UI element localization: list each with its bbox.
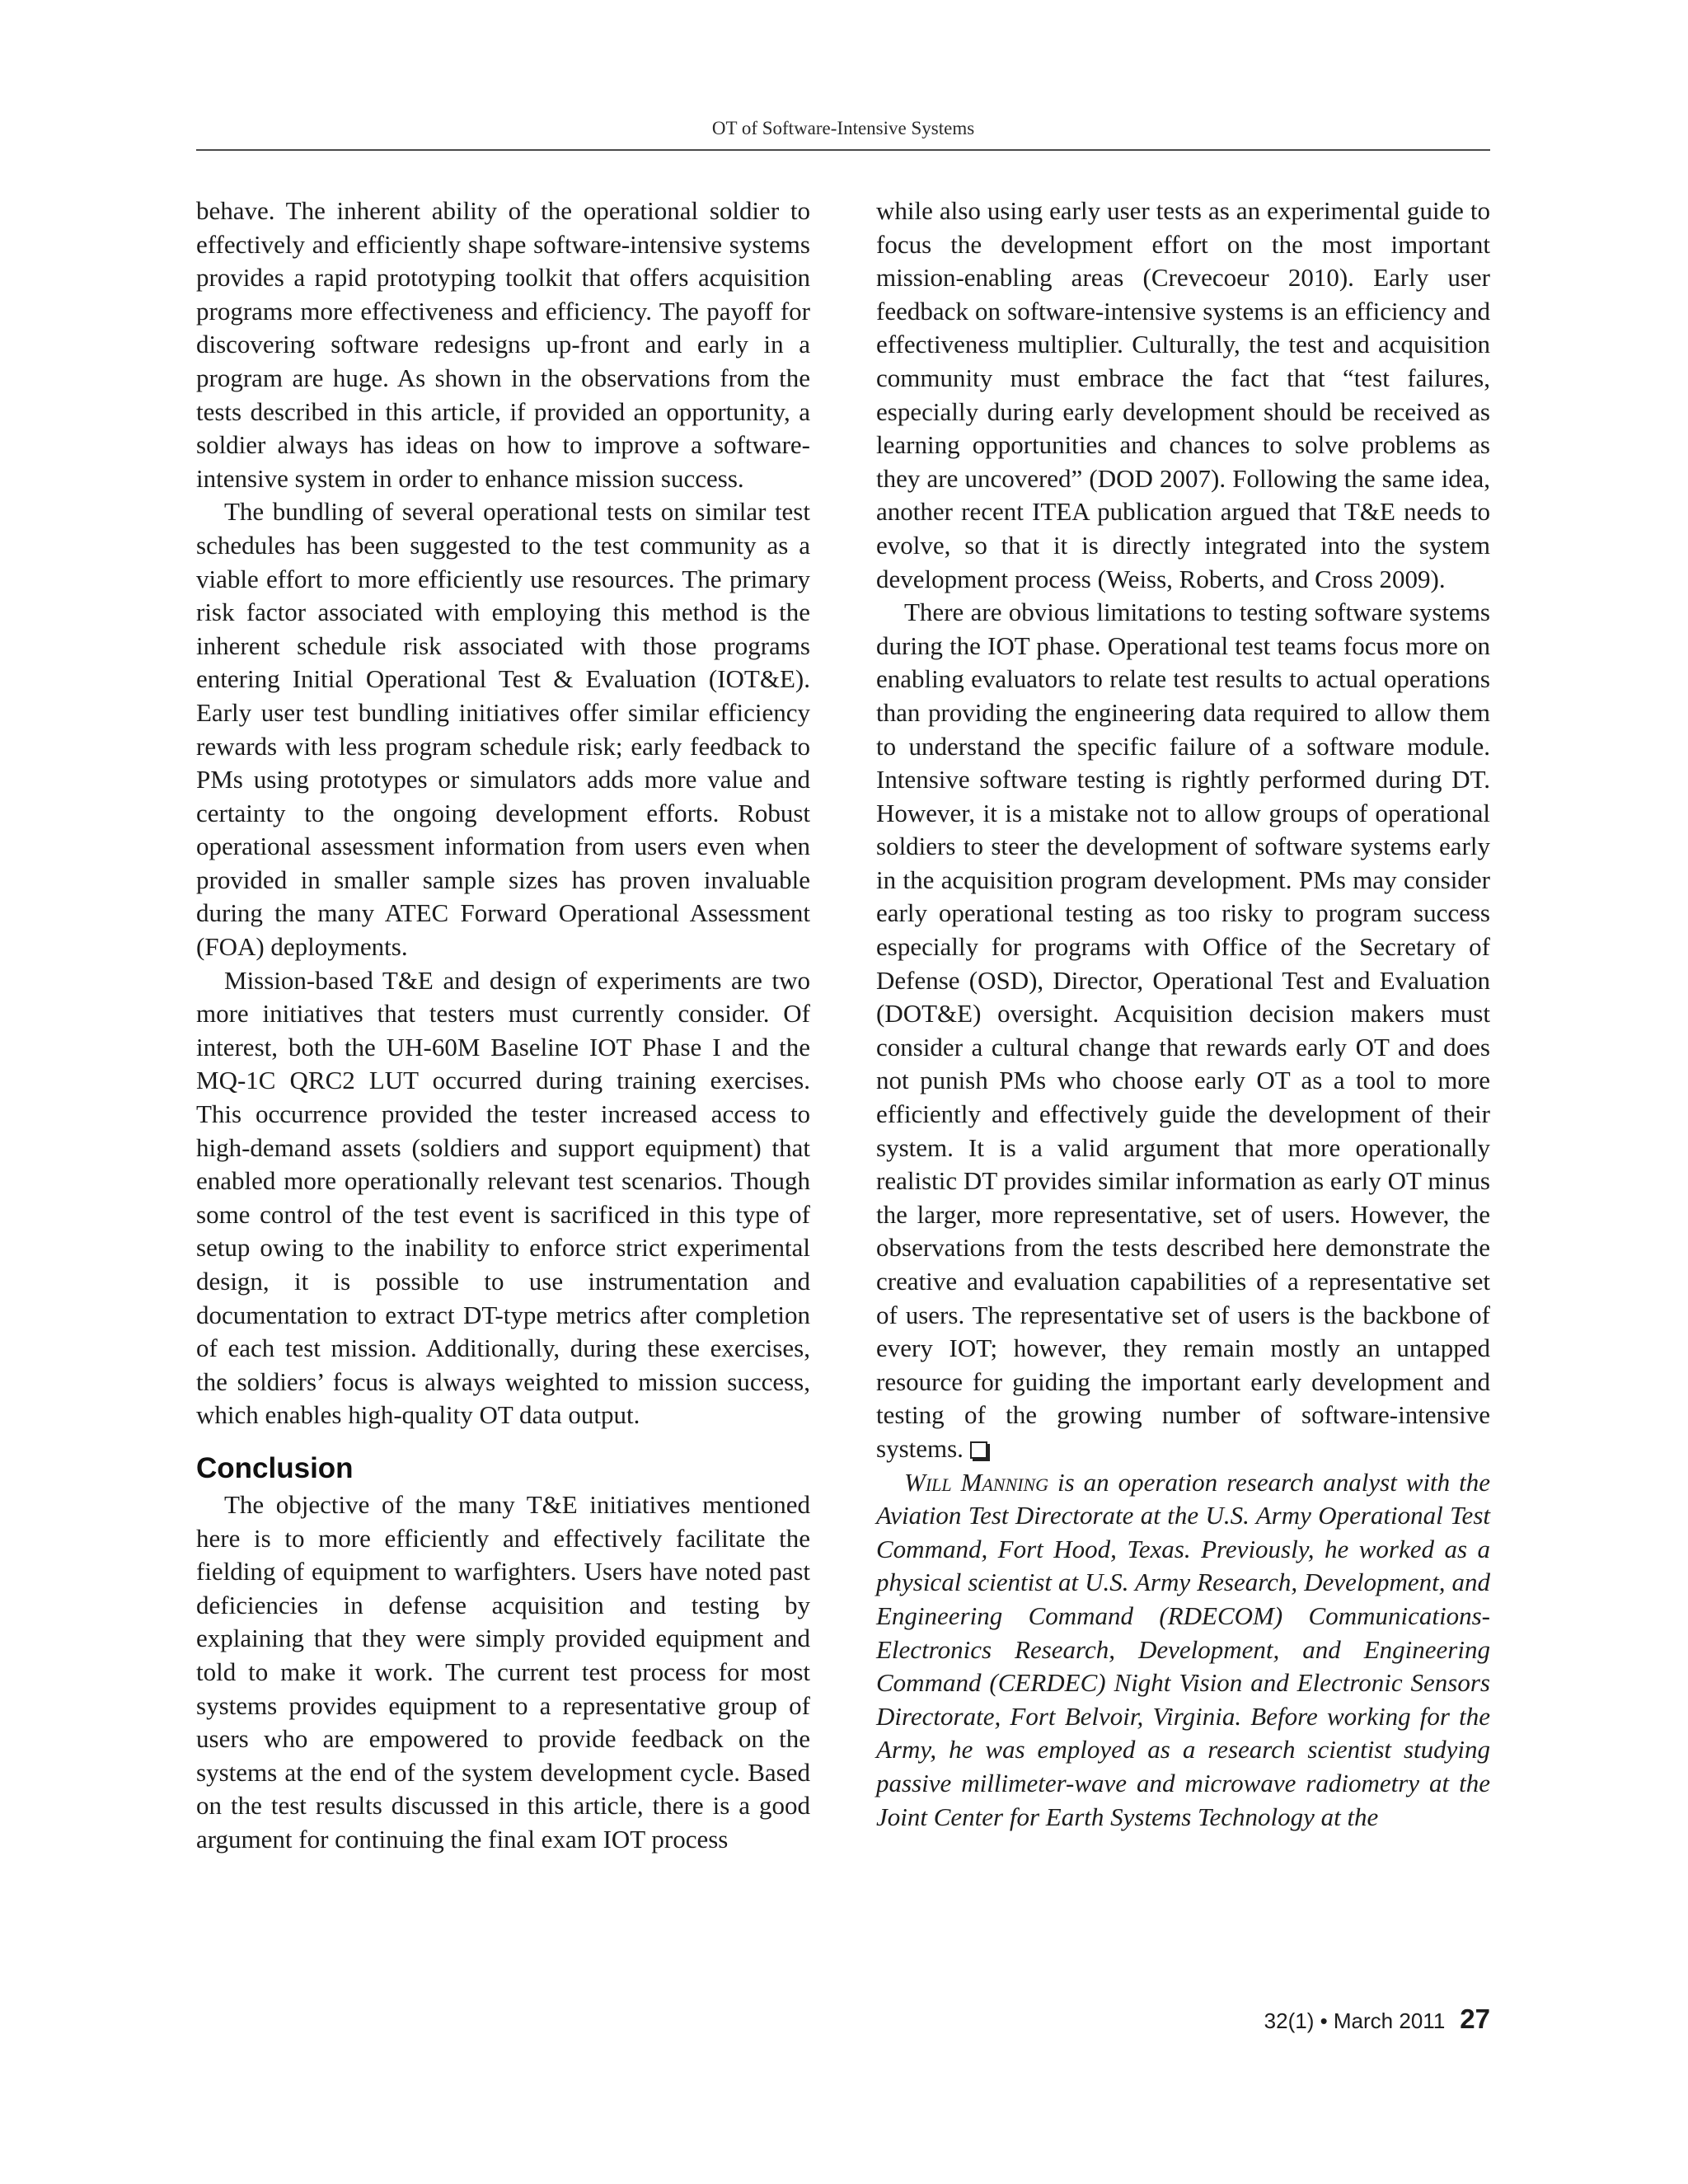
running-head: OT of Software-Intensive Systems xyxy=(711,118,975,138)
page-footer xyxy=(1264,2003,1490,2037)
right-paragraph-1: while also using early user tests as an experimental guide to focus the development effort on the most important mission-enabling areas (Crevecoeur 2010). Early user feedback on software-intensive systems is an efficiency and effectiveness multiplier. Culturally, the test and acquisition community must embrace the fact that “test failures, especially during early development should be received as learning opportunities and chances to solve problems as they are uncovered” (DOD 2007). Following the same idea, another recent ITEA publication argued that T&E needs to evolve, so that it is directly integrated into the system development process (Weiss, Roberts, and Cross 2009). xyxy=(876,196,1490,593)
conclusion-paragraph: The objective of the many T&E initiatives mentioned here is to more efficiently and effectively facilitate the fielding of equipment to warfighters. Users have noted past deficiencies in defense acquisition and testing by explaining that they were simply provided equipment and told to make it work. The current test process for most systems provides equipment to a representative group of users who are empowered to provide feedback on the systems at the end of the system development cycle. Based on the test results discussed in this article, there is a good argument for continuing the final exam IOT process xyxy=(196,1489,810,1854)
author-name: Will Manning xyxy=(904,1467,1049,1497)
left-paragraph-3: Mission-based T&E and design of experiments are two more initiatives that testers must currently consider. Of interest, both the UH-60M Baseline IOT Phase I and the MQ-1C QRC2 LUT occurred during training exercises. This occurrence provided the tester increased access to high-demand assets (soldiers and support equipment) that enabled more operationally relevant test scenarios. Though some control of the test event is sacrificed in this type of setup owing to the inability to enforce strict experimental design, it is possible to use instrumentation and documentation to extract DT-type metrics after completion of each test mission. Additionally, during these exercises, the soldiers’ focus is always weighted to mission success, which enables high-quality OT data output. xyxy=(196,965,810,1430)
end-of-article-icon xyxy=(970,1441,987,1459)
left-paragraph-2: The bundling of several operational tests on similar test schedules has been suggested to the test community as a viable effort to more efficiently use resources. The primary risk factor associated with employing this method is the inherent schedule risk associated with those programs entering Initial Operational Test & Evaluation (IOT&E). Early user test bundling initiatives offer similar efficiency rewards with less program schedule risk; early feedback to PMs using prototypes or simulators adds more value and certainty to the ongoing development efforts. Robust operational assessment information from users even when provided in smaller sample sizes has proven invaluable during the many ATEC Forward Operational Assessment (FOA) deployments. xyxy=(196,497,810,962)
header-rule xyxy=(196,149,1490,151)
right-paragraph-2 xyxy=(876,596,1490,1465)
author-bio-text: is an operation research analyst with the Aviation Test Directorate at the U.S. Army Operational Test Command, Fort Hood, Texas. Previously, he worked as a physical scientist at U.S. Army Research, Development, and Engineering Command (RDECOM) Communications-Electronics Research, Development, and Engineering Command (CERDEC) Night Vision and Electronic Sensors Directorate, Fort Belvoir, Virginia. Before working for the Army, he was employed as a research scientist studying passive millimeter-wave and microwave radiometry at the Joint Center for Earth Systems Technology at the xyxy=(876,1467,1490,1831)
author-bio xyxy=(876,1466,1490,1835)
left-paragraph-1: behave. The inherent ability of the operational soldier to effectively and efficiently shape software-intensive systems provides a rapid prototyping toolkit that offers acquisition programs more effectiveness and efficiency. The payoff for discovering software redesigns up-front and early in a program are huge. As shown in the observations from the tests described in this article, if provided an opportunity, a soldier always has ideas on how to improve a software-intensive system in order to enhance mission success. xyxy=(196,196,810,493)
left-column xyxy=(196,194,810,1857)
right-column xyxy=(876,194,1490,1834)
conclusion-heading: Conclusion xyxy=(196,1451,354,1484)
issue-date: 32(1) • March 2011 xyxy=(1264,2008,1446,2033)
page-number: 27 xyxy=(1460,2004,1490,2034)
right-paragraph-2-text: There are obvious limitations to testing software systems during the IOT phase. Operational test teams focus more on enabling evaluators to relate test results to actual operations than providing the engineering data required to allow them to understand the specific failure of a software module. Intensive software testing is rightly performed during DT. However, it is a mistake not to allow groups of operational soldiers to steer the development of software systems early in the acquisition program development. PMs may consider early operational testing as too risky to program success especially for programs with Office of the Secretary of Defense (OSD), Director, Operational Test and Evaluation (DOT&E) oversight. Acquisition decision makers must consider a cultural change that rewards early OT and does not punish PMs who choose early OT as a tool to more efficiently and effectively guide the development of their system. It is a valid argument that more operationally realistic DT provides similar information as early OT minus the larger, more representative, set of users. However, the observations from the tests described here demonstrate the creative and evaluation capabilities of a representative set of users. The representative set of users is the backbone of every IOT; however, they remain mostly an untapped resource for guiding the important early development and testing of the growing number of software-intensive systems. xyxy=(876,598,1490,1463)
